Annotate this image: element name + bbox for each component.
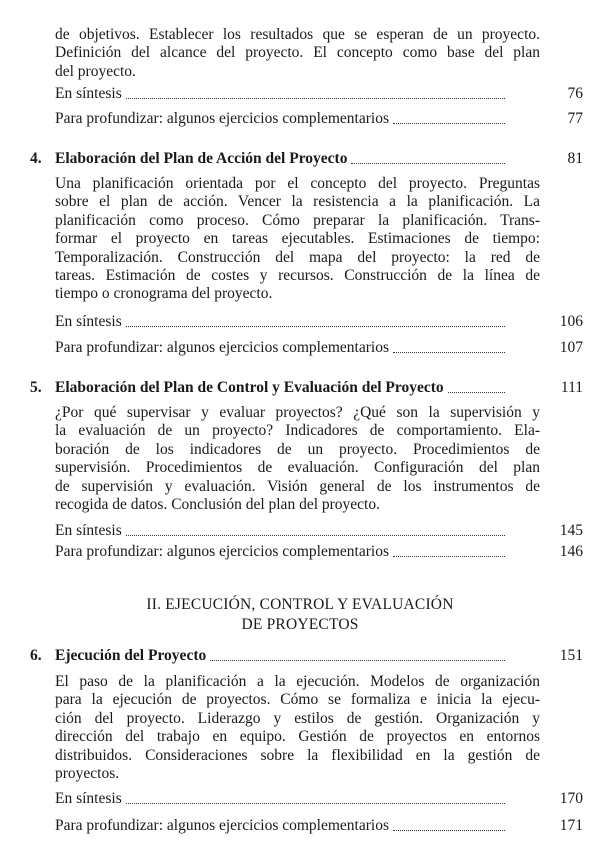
page-number: 107 — [559, 339, 583, 356]
page-number: 106 — [559, 313, 583, 330]
chapter-title: Ejecución del Proyecto — [55, 647, 207, 664]
text-line: supervisión. Procedimientos de evaluación. Configuración del plan — [55, 459, 540, 477]
dot-leader — [393, 122, 505, 124]
text-line: Definición del alcance del proyecto. El concepto como base del plan — [55, 44, 540, 62]
toc-entry[interactable] — [55, 789, 583, 808]
dot-leader — [393, 829, 505, 831]
toc-entry[interactable] — [55, 816, 583, 835]
text-line: formar el proyecto en tareas ejecutables. Estimaciones de tiempo: — [55, 230, 540, 248]
section-title-line-2: DE PROYECTOS — [241, 616, 359, 633]
entry-label: Para profundizar: algunos ejercicios complementarios — [55, 339, 389, 356]
page-number: 170 — [559, 790, 583, 807]
text-line: de supervisión y evaluación. Visión general de los instrumentos de — [55, 477, 540, 495]
dot-leader — [448, 391, 505, 393]
toc-entry[interactable] — [55, 338, 583, 357]
page-number: 81 — [567, 150, 583, 167]
page-number: 77 — [567, 110, 583, 127]
dot-leader — [393, 351, 505, 353]
section-title-line-1: II. EJECUCIÓN, CONTROL Y EVALUACIÓN — [146, 596, 454, 613]
chapter-6-summary — [55, 673, 540, 783]
page-number: 111 — [560, 379, 583, 396]
dot-leader — [126, 802, 505, 804]
dot-leader — [126, 97, 505, 99]
dot-leader — [126, 534, 505, 536]
toc-entry[interactable] — [55, 542, 583, 561]
toc-entry[interactable] — [55, 521, 583, 540]
text-line: distribuidos. Consideraciones sobre la flexibilidad en la gestión de — [55, 746, 540, 764]
intro-paragraph — [55, 26, 540, 81]
text-line: boración de los indicadores de un proyecto. Procedimientos de — [55, 440, 540, 458]
entry-label: En síntesis — [55, 313, 122, 330]
chapter-5-summary — [55, 404, 540, 514]
text-line: tareas. Estimación de costes y recursos. Construcción de la línea de — [55, 267, 540, 285]
page-number: 76 — [567, 85, 583, 102]
text-line: del proyecto. — [55, 62, 136, 80]
dot-leader — [393, 555, 505, 557]
chapter-title: Elaboración del Plan de Control y Evaluación del Proyecto — [55, 379, 444, 396]
chapter-6-heading[interactable] — [30, 646, 583, 665]
chapter-4-heading[interactable] — [30, 149, 583, 168]
entry-label: Para profundizar: algunos ejercicios complementarios — [55, 817, 389, 834]
page-number: 146 — [559, 543, 583, 560]
text-line: proyectos. — [55, 765, 120, 783]
text-line: la evaluación de un proyecto? Indicadores de comportamiento. Ela- — [55, 422, 540, 440]
entry-label: En síntesis — [55, 522, 122, 539]
page-number: 171 — [559, 817, 583, 834]
toc-entry[interactable] — [55, 312, 583, 331]
entry-label: Para profundizar: algunos ejercicios complementarios — [55, 110, 389, 127]
text-line: Temporalización. Construcción del mapa del proyecto: la red de — [55, 248, 540, 266]
page-number: 145 — [559, 522, 583, 539]
text-line: tiempo o cronograma del proyecto. — [55, 285, 273, 303]
text-line: recogida de datos. Conclusión del plan del proyecto. — [55, 496, 380, 514]
entry-label: En síntesis — [55, 85, 122, 102]
chapter-number: 5. — [30, 379, 42, 396]
chapter-5-heading[interactable] — [30, 378, 583, 397]
chapter-number: 6. — [30, 647, 42, 664]
chapter-number: 4. — [30, 150, 42, 167]
page-number: 151 — [559, 647, 583, 664]
chapter-4-summary — [55, 175, 540, 304]
dot-leader — [126, 325, 505, 327]
toc-entry[interactable] — [55, 84, 583, 103]
text-line: Una planificación orientada por el concepto del proyecto. Preguntas — [55, 175, 540, 192]
chapter-title: Elaboración del Plan de Acción del Proyecto — [55, 150, 348, 167]
text-line: sobre el plan de acción. Vencer la resistencia a la planificación. La — [55, 193, 540, 211]
dot-leader — [210, 659, 505, 661]
text-line: para la ejecución de proyectos. Cómo se formaliza e inicia la ejecu- — [55, 691, 540, 709]
entry-label: Para profundizar: algunos ejercicios complementarios — [55, 543, 389, 560]
text-line: El paso de la planificación a la ejecución. Modelos de organización — [55, 673, 540, 690]
text-line: ción del proyecto. Liderazgo y estilos de gestión. Organización y — [55, 709, 540, 727]
text-line: planificación como proceso. Cómo preparar la planificación. Trans- — [55, 211, 540, 229]
text-line: de objetivos. Establecer los resultados que se esperan de un proyecto. — [55, 26, 540, 43]
text-line: ¿Por qué supervisar y evaluar proyectos? ¿Qué son la supervisión y — [55, 404, 540, 421]
toc-entry[interactable] — [55, 109, 583, 128]
entry-label: En síntesis — [55, 790, 122, 807]
dot-leader — [351, 162, 505, 164]
text-line: dirección del trabajo en equipo. Gestión de proyectos en entornos — [55, 728, 540, 746]
